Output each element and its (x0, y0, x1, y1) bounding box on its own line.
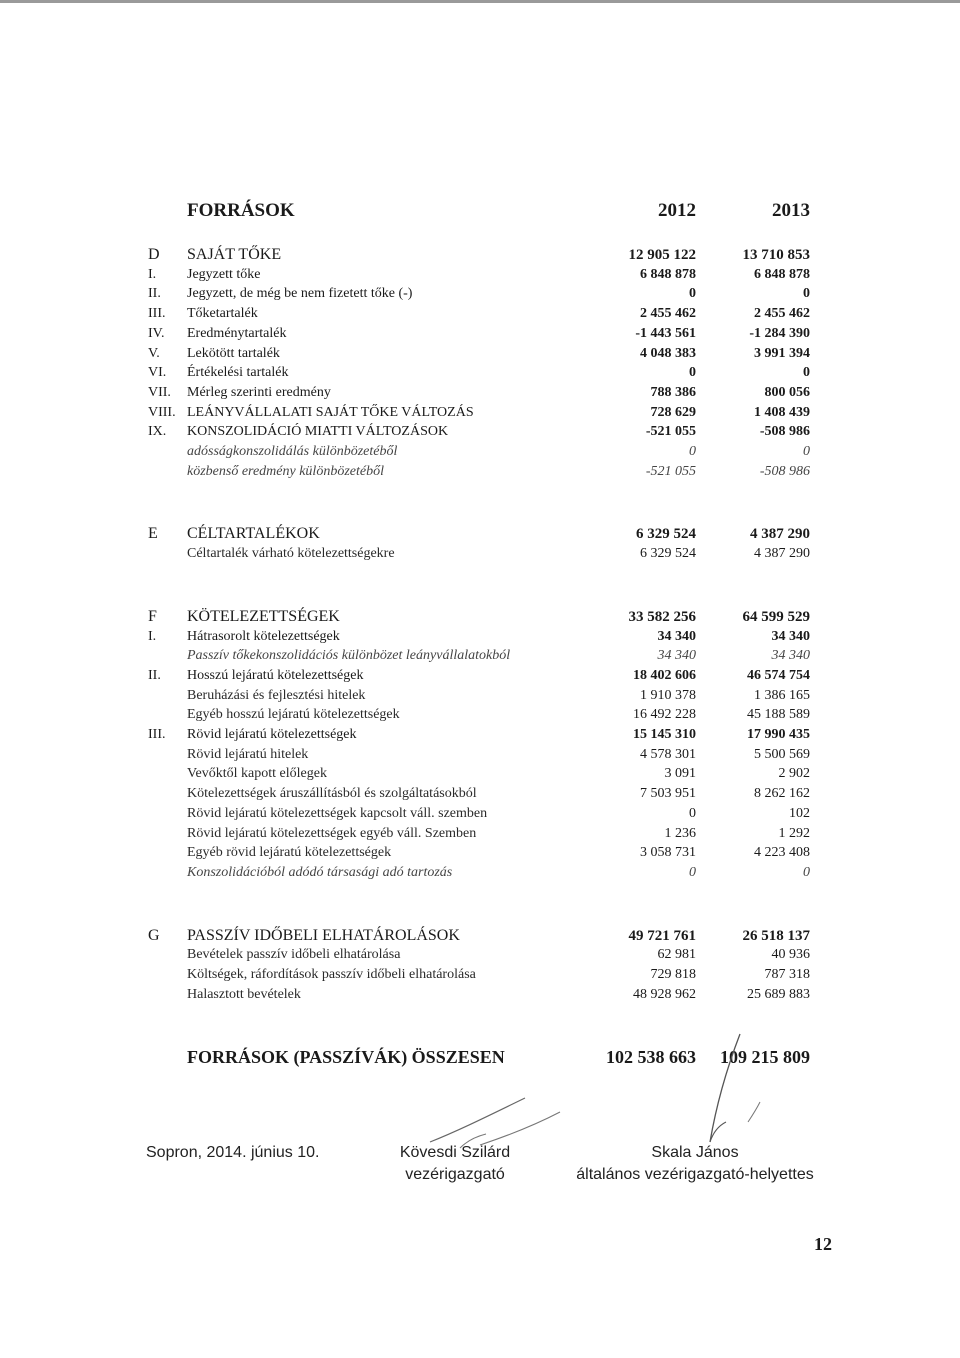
value-2013: 800 056 (764, 384, 810, 400)
place-date: Sopron, 2014. június 10. (146, 1144, 320, 1161)
table-row (0, 403, 960, 423)
row-label: SAJÁT TŐKE (187, 246, 282, 263)
value-2012: 0 (689, 365, 696, 381)
table-row (0, 442, 960, 462)
row-label: Eredménytartalék (187, 325, 287, 341)
value-2012: 6 848 878 (640, 266, 696, 282)
table-row (0, 686, 960, 706)
value-2013: 109 215 809 (720, 1047, 810, 1068)
value-2012: 3 091 (664, 766, 696, 782)
value-2013: 4 387 290 (754, 546, 810, 562)
row-label: Jegyzett tőke (187, 266, 261, 282)
row-code: IX. (148, 424, 167, 440)
value-2013: -508 986 (759, 463, 810, 479)
row-label: Mérleg szerinti eredmény (187, 384, 331, 400)
value-2012: 7 503 951 (640, 786, 696, 802)
row-label: Passzív tőkekonszolidációs különbözet leányvállalatokból (187, 648, 511, 664)
value-2012: 102 538 663 (606, 1047, 696, 1068)
table-row (0, 422, 960, 442)
row-label: adósságkonszolidálás különbözetéből (187, 444, 398, 459)
row-label: Konszolidációból adódó társasági adó tartozás (187, 864, 453, 880)
table-row (0, 705, 960, 725)
value-2012: 2 455 462 (640, 306, 696, 322)
table-row (0, 462, 960, 482)
value-2012: 34 340 (657, 628, 696, 644)
value-2013: 25 689 883 (747, 986, 810, 1002)
value-2013: 13 710 853 (742, 247, 810, 263)
column-header-2013: 2013 (772, 200, 810, 221)
table-row (0, 646, 960, 666)
value-2012: 1 236 (664, 825, 696, 841)
table-row (0, 383, 960, 403)
value-2012: 0 (689, 805, 696, 821)
table-row (0, 725, 960, 745)
value-2013: -1 284 390 (749, 325, 810, 341)
value-2013: 2 455 462 (754, 306, 810, 322)
row-label: KÖTELEZETTSÉGEK (187, 607, 340, 625)
row-label: PASSZÍV IDŐBELI ELHATÁROLÁSOK (187, 926, 460, 944)
signer-1-title: vezérigazgató (405, 1166, 505, 1183)
table-row (0, 544, 960, 564)
value-2013: 5 500 569 (754, 746, 810, 762)
value-2013: 45 188 589 (747, 707, 810, 723)
value-2012: -521 055 (645, 463, 696, 479)
row-label: Egyéb rövid lejáratú kötelezettségek (187, 845, 392, 861)
value-2013: 26 518 137 (742, 927, 810, 944)
value-2013: 102 (789, 805, 810, 821)
row-code: I. (148, 266, 157, 282)
value-2012: 49 721 761 (628, 927, 696, 944)
value-2013: 4 223 408 (754, 845, 810, 861)
value-2012: 15 145 310 (633, 727, 696, 742)
value-2013: 0 (803, 864, 810, 880)
value-2013: 17 990 435 (747, 727, 810, 742)
table-row (0, 965, 960, 985)
value-2013: 34 340 (771, 648, 810, 664)
table-row (0, 985, 960, 1005)
row-code: E (148, 525, 158, 543)
row-label: Vevőktől kapott előlegek (187, 766, 327, 782)
value-2013: 46 574 754 (747, 667, 810, 683)
row-code: IV. (148, 325, 165, 341)
table-row (0, 745, 960, 765)
row-label: FORRÁSOK (PASSZÍVÁK) ÖSSZESEN (187, 1047, 505, 1068)
row-label: LEÁNYVÁLLALATI SAJÁT TŐKE VÁLTOZÁS (187, 404, 474, 420)
row-code: V. (148, 345, 160, 361)
value-2012: 4 048 383 (640, 345, 696, 361)
table-row (0, 265, 960, 285)
row-label: Rövid lejáratú kötelezettségek (187, 727, 357, 742)
row-label: Rövid lejáratú kötelezettségek egyéb váll. Szemben (187, 825, 477, 841)
value-2013: 8 262 162 (754, 786, 810, 802)
row-label: Lekötött tartalék (187, 345, 280, 361)
row-code: I. (148, 628, 157, 644)
value-2013: 0 (803, 444, 810, 459)
value-2013: 0 (803, 286, 810, 302)
table-row (0, 1047, 960, 1067)
table-row (0, 524, 960, 544)
value-2013: 6 848 878 (754, 266, 810, 282)
table-row (0, 804, 960, 824)
row-label: Halasztott bevételek (187, 986, 301, 1002)
value-2012: 12 905 122 (628, 247, 696, 263)
row-label: CÉLTARTALÉKOK (187, 525, 320, 543)
row-label: Beruházási és fejlesztési hitelek (187, 687, 366, 703)
value-2013: 1 386 165 (754, 687, 810, 703)
table-row (0, 363, 960, 383)
row-code: III. (148, 727, 166, 742)
value-2012: 6 329 524 (636, 526, 696, 543)
table-row (0, 344, 960, 364)
value-2012: 18 402 606 (633, 667, 696, 683)
value-2012: 0 (689, 444, 696, 459)
row-label: Tőketartalék (187, 306, 258, 322)
row-code: VII. (148, 384, 171, 400)
signature-2-mark (690, 1030, 780, 1150)
row-code: F (148, 607, 157, 625)
signer-1-name: Kövesdi Szilárd (399, 1144, 511, 1161)
value-2012: 3 058 731 (640, 845, 696, 861)
value-2013: -508 986 (759, 424, 810, 440)
value-2012: -1 443 561 (635, 325, 696, 341)
value-2012: 48 928 962 (633, 986, 696, 1002)
value-2013: 34 340 (771, 628, 810, 644)
value-2012: 6 329 524 (640, 546, 696, 562)
value-2012: 62 981 (657, 947, 696, 963)
table-row (0, 843, 960, 863)
value-2012: 0 (689, 864, 696, 880)
row-code: VIII. (148, 404, 176, 420)
value-2013: 64 599 529 (742, 608, 810, 625)
row-code: II. (148, 286, 161, 302)
row-code: D (148, 246, 160, 263)
value-2012: -521 055 (645, 424, 696, 440)
row-label: Jegyzett, de még be nem fizetett tőke (-) (187, 286, 413, 302)
row-label: Hosszú lejáratú kötelezettségek (187, 667, 364, 683)
signer-2-title: általános vezérigazgató-helyettes (576, 1166, 814, 1183)
column-header-2012: 2012 (658, 200, 696, 221)
table-row (0, 863, 960, 883)
row-label: Bevételek passzív időbeli elhatárolása (187, 947, 401, 963)
value-2012: 16 492 228 (633, 707, 696, 723)
value-2012: 788 386 (650, 384, 696, 400)
table-row (0, 784, 960, 804)
value-2012: 34 340 (657, 648, 696, 664)
value-2012: 728 629 (650, 404, 696, 420)
row-code: III. (148, 306, 166, 322)
value-2012: 729 818 (650, 967, 696, 982)
page-number: 12 (814, 1234, 832, 1254)
signer-2 (565, 1142, 825, 1186)
row-label: Költségek, ráfordítások passzív időbeli elhatárolása (187, 967, 476, 982)
row-code: II. (148, 667, 161, 683)
row-label: Rövid lejáratú kötelezettségek kapcsolt váll. szemben (187, 805, 488, 821)
value-2013: 0 (803, 365, 810, 381)
value-2013: 1 292 (778, 825, 810, 841)
table-row (0, 824, 960, 844)
row-code: G (148, 926, 160, 944)
section-title: FORRÁSOK (187, 200, 295, 221)
row-label: Hátrasorolt kötelezettségek (187, 628, 340, 644)
row-label: KONSZOLIDÁCIÓ MIATTI VÁLTOZÁSOK (187, 424, 449, 440)
table-row (0, 245, 960, 265)
row-label: Egyéb hosszú lejáratú kötelezettségek (187, 707, 400, 723)
value-2012: 0 (689, 286, 696, 302)
table-row (0, 284, 960, 304)
table-row (0, 945, 960, 965)
value-2013: 787 318 (764, 967, 810, 982)
table-row (0, 627, 960, 647)
signer-1 (375, 1142, 535, 1186)
value-2012: 1 910 378 (640, 687, 696, 703)
value-2012: 4 578 301 (640, 746, 696, 762)
table-row (0, 926, 960, 946)
row-code: VI. (148, 365, 167, 381)
row-label: Rövid lejáratú hitelek (187, 746, 309, 762)
table-row (0, 607, 960, 627)
value-2013: 3 991 394 (754, 345, 810, 361)
table-row (0, 324, 960, 344)
table-row (0, 666, 960, 686)
value-2012: 33 582 256 (628, 608, 696, 625)
row-label: Értékelési tartalék (187, 365, 289, 381)
value-2013: 40 936 (771, 947, 810, 963)
table-row (0, 304, 960, 324)
row-label: közbenső eredmény különbözetéből (187, 463, 384, 479)
row-label: Céltartalék várható kötelezettségekre (187, 546, 395, 562)
value-2013: 2 902 (778, 766, 810, 782)
value-2013: 1 408 439 (754, 404, 810, 420)
value-2013: 4 387 290 (750, 526, 810, 543)
table-row (0, 764, 960, 784)
row-label: Kötelezettségek áruszállításból és szolgáltatásokból (187, 786, 477, 802)
signer-2-name: Skala János (651, 1144, 739, 1161)
